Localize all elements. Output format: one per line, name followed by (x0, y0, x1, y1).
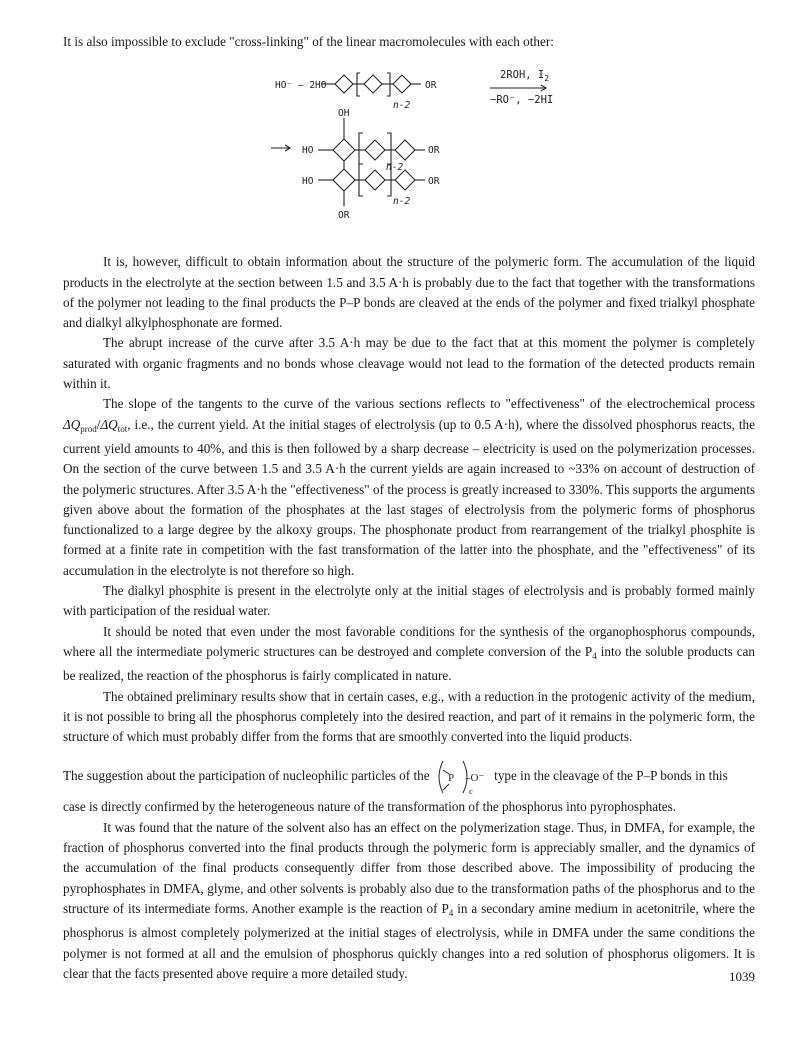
nucleophile-structure (433, 757, 491, 797)
scheme-top-or: OR (425, 80, 437, 92)
scheme-top-left: HO⁻ – 2HO (275, 80, 327, 92)
paragraph-7: The suggestion about the participation of nucleophilic particles of the P –O⁻ c type in the cleavage of the P–P bonds in this case is directly confirmed by the heterogeneous nature of the transformation of the phosphorus into pyrophosphates. (63, 757, 755, 817)
scheme-oh-top: OH (338, 108, 350, 120)
svg-text:–O⁻: –O⁻ (464, 772, 485, 785)
scheme-reagent-top: 2ROH, $I_2$ (500, 69, 550, 84)
scheme-or-lower: OR (428, 176, 440, 188)
scheme-reagent-bottom: −RO⁻, −2HI (490, 94, 554, 107)
scheme-or-upper: OR (428, 145, 440, 157)
paragraph-2: The abrupt increase of the curve after 3.5 A·h may be due to the fact that at this moment the polymer is completely saturated with organic fragments and no bonds whose cleavage would not lead to the formation of the detected products remain within it. (63, 335, 755, 392)
scheme-repeat-index-upper: n-2 (386, 162, 404, 174)
paragraph-1: It is, however, difficult to obtain information about the structure of the polymeric form. The accumulation of the liquid products in the electrolyte at the section between 1.5 and 3.5 A·h is probably due to the fact that together with the transformations of the polymer not leading to the final products the P–P bonds are cleaved at the ends of the polymer and fixed trialkyl phosphate and dialkyl alkylphosphonate are formed. (63, 254, 755, 331)
scheme-repeat-index-lower: n-2 (393, 196, 411, 208)
paragraph-6: The obtained preliminary results show that in certain cases, e.g., with a reduction in the protogenic activity of the medium, it is not possible to bring all the phosphorus completely into the desired reaction, and part of it remains in the polymeric form, the structure of which must probably differ from the forms that are smoothly converted into the liquid products. (63, 688, 755, 745)
paragraph-4: The dialkyl phosphite is present in the electrolyte only at the initial stages of electrolysis and is probably formed mainly with participation of the residual water. (63, 583, 755, 619)
intro-text: It is also impossible to exclude "cross-linking" of the linear macromolecules with each other: (63, 34, 554, 49)
reaction-scheme (63, 56, 755, 244)
reaction-scheme-figure (63, 56, 755, 244)
svg-text:P: P (447, 772, 454, 785)
scheme-or-bottom: OR (338, 210, 350, 222)
scheme-repeat-index: n-2 (393, 100, 411, 112)
svg-text:c: c (468, 786, 473, 797)
paragraph-5: It should be noted that even under the most favorable conditions for the synthesis of the organophosphorus compounds, where all the intermediate polymeric structures can be destroyed and complete conversion of the $P_4$ into the soluble products can be realized, the reaction of the phosphorus is fairly complicated in nature. (63, 623, 755, 684)
scheme-ho-upper: HO (302, 145, 314, 157)
paragraph-8: It was found that the nature of the solvent also has an effect on the polymerization stage. Thus, in DMFA, for example, the fraction of phosphorus converted into the final products through the polymeric form is appreciably smaller, and the dynamics of the accumulation of the final products consequently differ from those described above. The impossibility of producing the pyrophosphates in DMFA, glyme, and other solvents is probably also due to the transformation paths of the phosphorus and to the structure of its intermediate forms. Another example is the reaction of $P_4$ in a secondary amine medium in acetonitrile, where the phosphorus is almost completely polymerized at the initial stages of electrolysis, while in DMFA under the same conditions the polymer is not formed at all and the emulsion of phosphorus quickly changes into a red solution of phosphorus oligomers. It is clear that the facts presented above require a more detailed study. (63, 819, 755, 981)
scheme-ho-lower: HO (302, 176, 314, 188)
page-body (63, 32, 755, 984)
paragraph-3: The slope of the tangents to the curve of the various sections reflects to "effectiveness" of the electrochemical process $\Delta Q_{prod}/\Delta Q_{tot}$, i.e., the current yield. At the initial stages of electrolysis (up to 0.5 A·h), where the dissolved phosphorus reacts, the current yield amounts to 40%, and this is then followed by a sharp decrease – electricity is used on the polymerization processes. On the section of the curve between 1.5 and 3.5 A·h the current yields are again increased to ~33% on account of destruction of the polymeric structures. After 3.5 A·h the "effectiveness" of the process is greatly increased to 330%. This supports the arguments given above about the formation of the phosphates at the last stages of electrolysis from the polymeric forms of phosphorus functionalized to a large degree by the alkoxy groups. The phosphonate product from rearrangement of the trialkyl phosphite is formed at a finite rate in competition with the fast transformation of the latter into the phosphate, and the "effectiveness" of its accumulation in the electrolyte is not therefore so high. (63, 396, 755, 578)
page-number: 1039 (729, 969, 755, 984)
